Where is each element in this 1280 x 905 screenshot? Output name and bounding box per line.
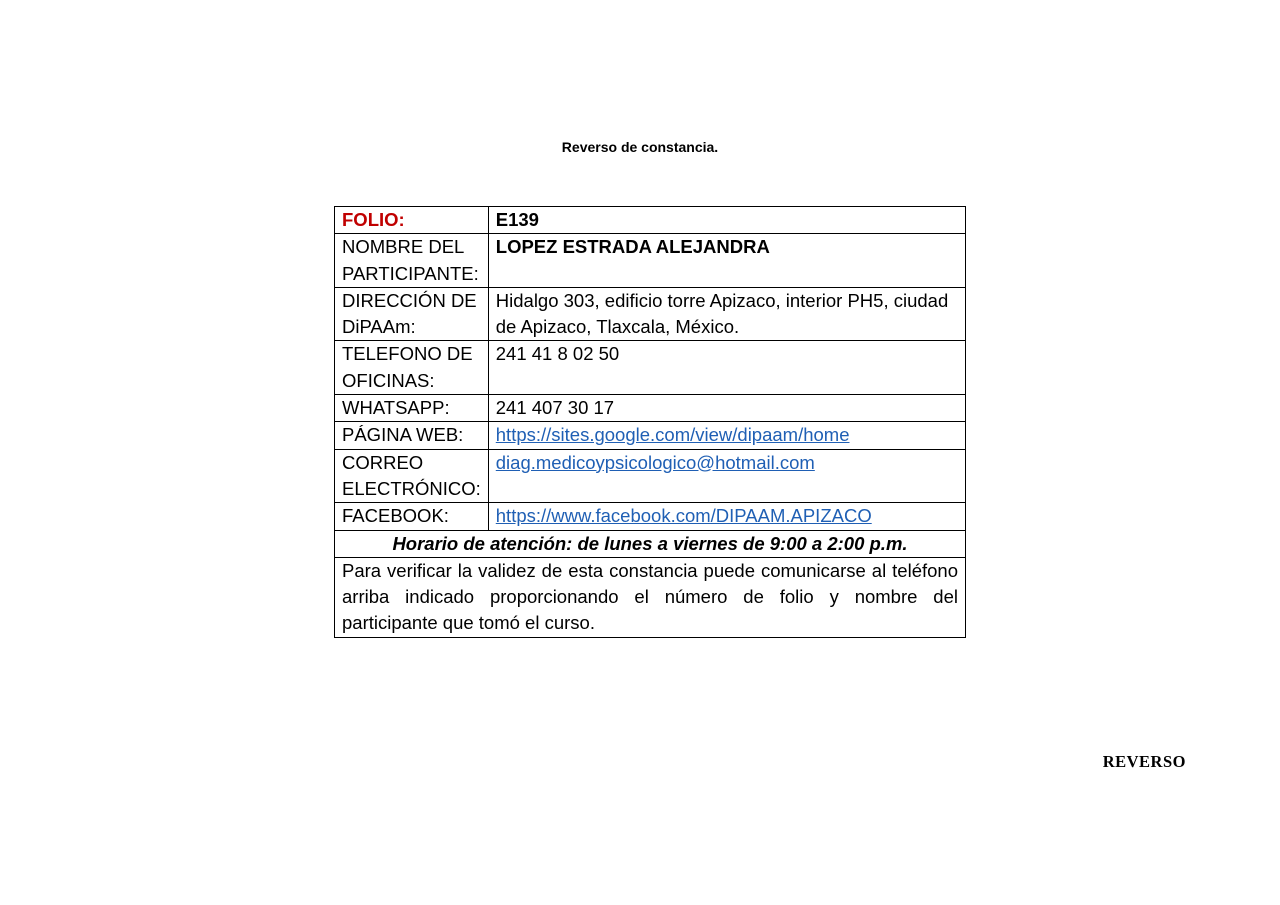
participant-row: [335, 234, 966, 288]
verification-note: Para verificar la validez de esta constancia puede comunicarse al teléfono arriba indicado proporcionando el número de folio y nombre del participante que tomó el curso.: [335, 557, 966, 637]
whatsapp-row: [335, 395, 966, 422]
certificate-info-table: [334, 206, 966, 638]
website-label: PÁGINA WEB:: [335, 422, 489, 449]
email-row: [335, 449, 966, 503]
reverso-mark: REVERSO: [1102, 752, 1186, 771]
facebook-cell: [488, 503, 965, 530]
facebook-row: [335, 503, 966, 530]
address-label: DIRECCIÓN DE DiPAAm:: [335, 287, 489, 341]
phone-row: [335, 341, 966, 395]
email-label: CORREO ELECTRÓNICO:: [335, 449, 489, 503]
verification-row: [335, 557, 966, 637]
website-row: [335, 422, 966, 449]
phone-value: 241 41 8 02 50: [488, 341, 965, 395]
participant-label: NOMBRE DEL PARTICIPANTE:: [335, 234, 489, 288]
participant-value: LOPEZ ESTRADA ALEJANDRA: [488, 234, 965, 288]
whatsapp-value: 241 407 30 17: [488, 395, 965, 422]
phone-label: TELEFONO DE OFICINAS:: [335, 341, 489, 395]
folio-value: E139: [488, 207, 965, 234]
whatsapp-label: WHATSAPP:: [335, 395, 489, 422]
address-value: Hidalgo 303, edificio torre Apizaco, interior PH5, ciudad de Apizaco, Tlaxcala, México.: [488, 287, 965, 341]
schedule-row: [335, 530, 966, 557]
folio-label: FOLIO:: [335, 207, 489, 234]
email-link[interactable]: diag.medicoypsicologico@hotmail.com: [495, 451, 815, 473]
page-title: Reverso de constancia.: [561, 139, 719, 155]
email-cell: [488, 449, 965, 503]
website-link[interactable]: https://sites.google.com/view/dipaam/home: [495, 424, 850, 446]
website-cell: [488, 422, 965, 449]
folio-row: [335, 207, 966, 234]
facebook-link[interactable]: https://www.facebook.com/DIPAAM.APIZACO: [495, 505, 872, 527]
address-row: [335, 287, 966, 341]
schedule-text: Horario de atención: de lunes a viernes de 9:00 a 2:00 p.m.: [335, 530, 966, 557]
facebook-label: FACEBOOK:: [335, 503, 489, 530]
